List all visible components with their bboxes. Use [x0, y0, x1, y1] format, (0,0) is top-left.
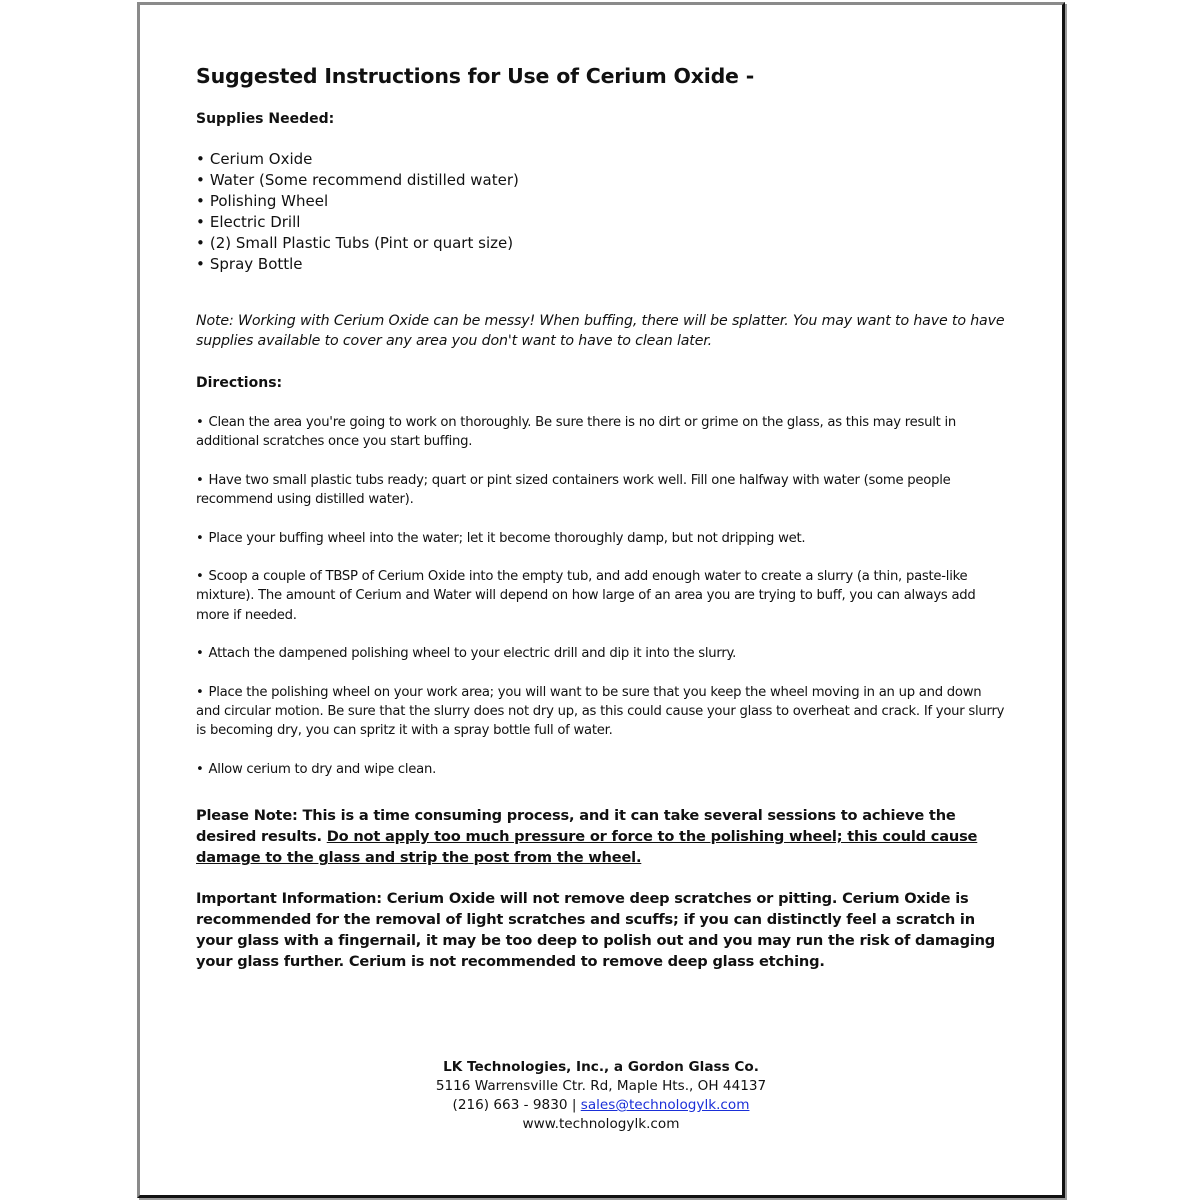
contact-line [140, 1096, 1062, 1115]
supply-item: • (2) Small Plastic Tubs (Pint or quart size) [196, 233, 1006, 254]
direction-step: • Clean the area you're going to work on thoroughly. Be sure there is no dirt or grime on the glass, as this may result in additional scratches once you start buffing. [196, 413, 1006, 452]
direction-step: • Have two small plastic tubs ready; quart or pint sized containers work well. Fill one halfway with water (some people recommend using distilled water). [196, 471, 1006, 510]
direction-step: • Allow cerium to dry and wipe clean. [196, 760, 1006, 779]
messy-note: Note: Working with Cerium Oxide can be messy! When buffing, there will be splatter. You may want to have to have supplies available to cover any area you don't want to have to clean later. [196, 313, 1005, 349]
supplies-heading: Supplies Needed: [196, 111, 335, 127]
please-note-text: Please Note: This is a time consuming process, and it can take several sessions to achieve the desired results. [196, 807, 956, 846]
supply-item: • Polishing Wheel [196, 191, 1006, 212]
supply-item: • Spray Bottle [196, 254, 1006, 275]
supply-item: • Water (Some recommend distilled water) [196, 170, 1006, 191]
company-name: LK Technologies, Inc., a Gordon Glass Co. [443, 1059, 759, 1075]
please-note-warning: Do not apply too much pressure or force to the polishing wheel; this could cause damage to the glass and strip the post from the wheel. [196, 828, 978, 867]
document-title: Suggested Instructions for Use of Cerium Oxide - [196, 64, 755, 88]
document-page [137, 2, 1065, 1198]
supply-item: • Electric Drill [196, 212, 1006, 233]
direction-step: • Scoop a couple of TBSP of Cerium Oxide into the empty tub, and add enough water to create a slurry (a thin, paste-like mixture). The amount of Cerium and Water will depend on how large of an area you are trying to buff, you can always add more if needed. [196, 567, 1006, 625]
company-phone: (216) 663 - 9830 [452, 1097, 568, 1113]
important-information-paragraph: Important Information: Cerium Oxide will not remove deep scratches or pitting. Cerium Oxide is recommended for the removal of light scratches and scuffs; if you can distinctly feel a scratch in your glass with a fingernail, it may be too deep to polish out and you may run the risk of damaging your glass further. Cerium is not recommended to remove deep glass etching. [196, 890, 996, 971]
directions-list [196, 413, 1006, 779]
document-content [196, 61, 1006, 972]
please-note-paragraph [196, 805, 1006, 868]
company-address: 5116 Warrensville Ctr. Rd, Maple Hts., OH 44137 [435, 1078, 767, 1094]
direction-step: • Place your buffing wheel into the water; let it become thoroughly damp, but not dripping wet. [196, 529, 1006, 548]
supplies-list [196, 149, 1006, 275]
direction-step: • Place the polishing wheel on your work area; you will want to be sure that you keep the wheel moving in an up and down and circular motion. Be sure that the slurry does not dry up, as this could cause your glass to overheat and crack. If your slurry is becoming dry, you can spritz it with a spray bottle full of water. [196, 683, 1006, 741]
company-website: www.technologylk.com [522, 1116, 680, 1132]
contact-separator: | [567, 1097, 581, 1113]
direction-step: • Attach the dampened polishing wheel to your electric drill and dip it into the slurry. [196, 644, 1006, 663]
directions-heading: Directions: [196, 375, 283, 391]
company-footer [140, 1058, 1062, 1134]
email-link[interactable]: sales@technologylk.com [580, 1097, 750, 1113]
supply-item: • Cerium Oxide [196, 149, 1006, 170]
